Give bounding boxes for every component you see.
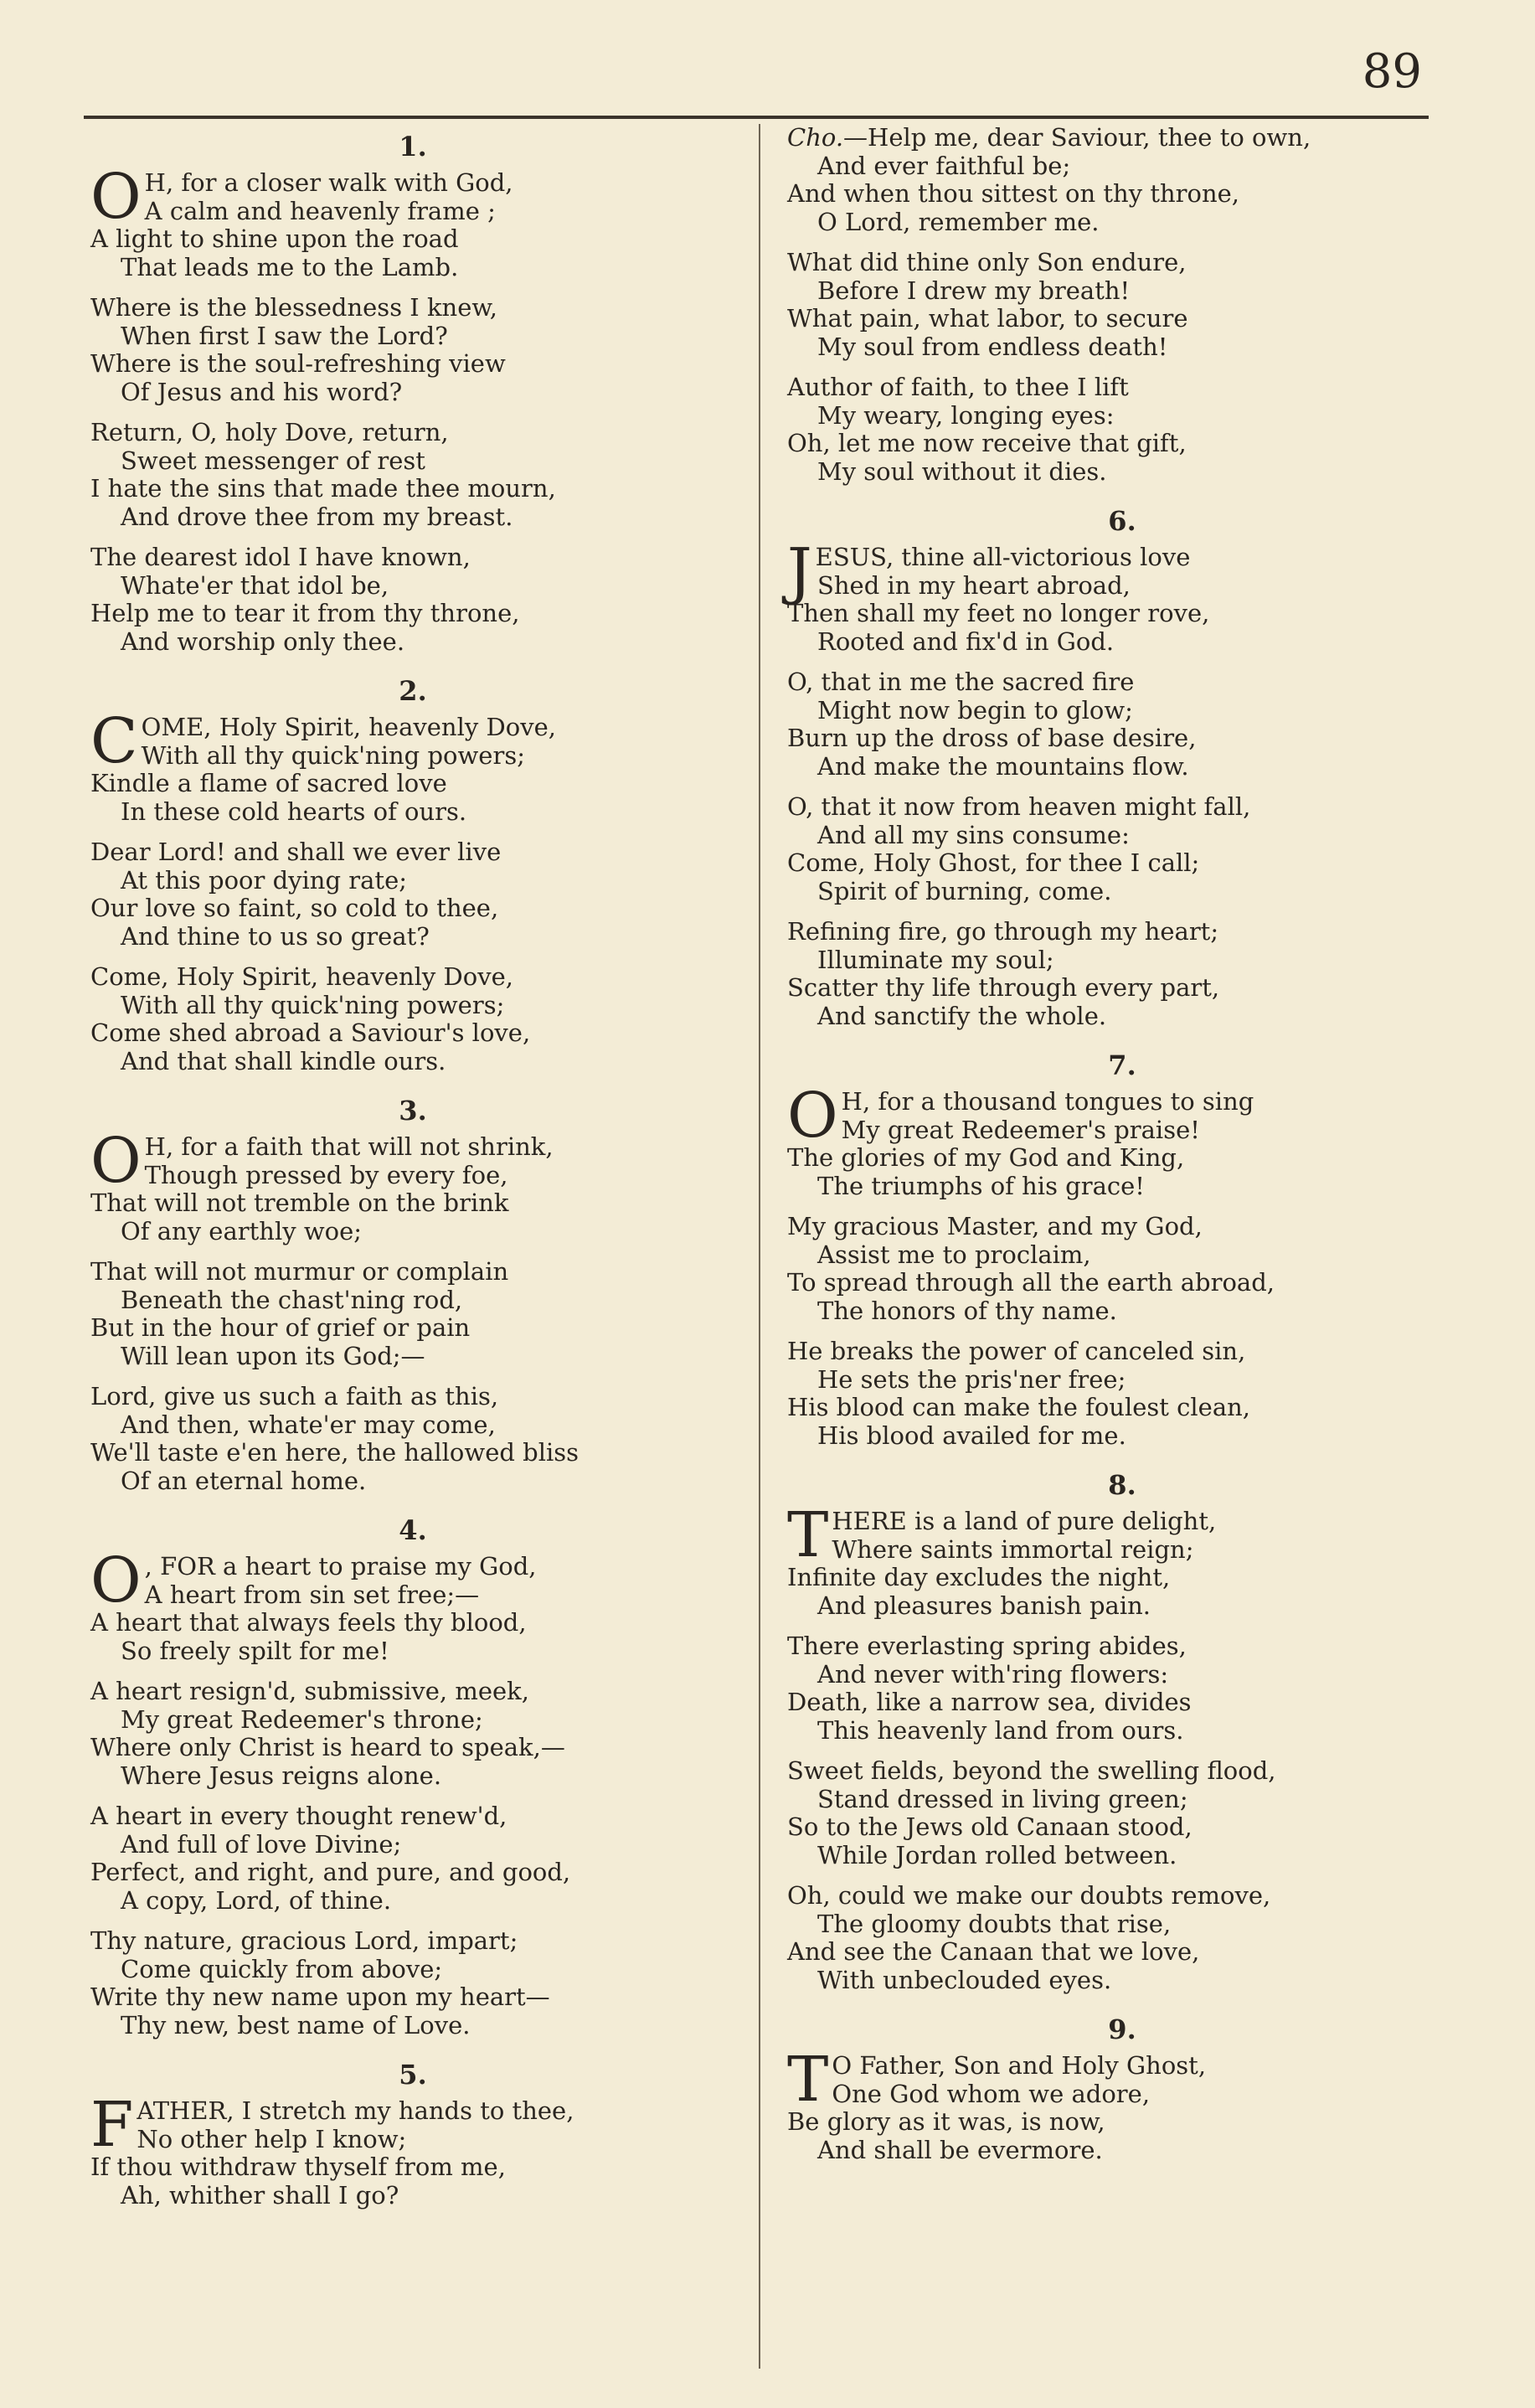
hymn-line: Illuminate my soul; xyxy=(817,945,1054,974)
hymn-line: He breaks the power of canceled sin, xyxy=(787,1337,1246,1365)
hymn-number: 7. xyxy=(1108,1049,1136,1081)
stanza xyxy=(90,1927,735,2039)
hymn-line: Where Jesus reigns alone. xyxy=(121,1761,442,1790)
stanza xyxy=(787,374,1457,486)
header-rule xyxy=(84,116,1429,119)
hymn-line: That will not murmur or complain xyxy=(90,1257,509,1286)
stanza xyxy=(787,535,1457,656)
hymn-line: And ever faithful be; xyxy=(817,151,1071,180)
hymn-line: Burn up the dross of base desire, xyxy=(787,724,1197,752)
hymn-line: A heart in every thought renew'd, xyxy=(90,1802,507,1830)
hymn-line: And see the Canaan that we love, xyxy=(787,1937,1200,1966)
hymn-line: Scatter thy life through every part, xyxy=(787,973,1220,1002)
stanza xyxy=(787,124,1457,236)
hymn-line: The dearest idol I have known, xyxy=(90,543,471,571)
hymn-line: What did thine only Son endure, xyxy=(787,248,1187,276)
hymn-line: And when thou sittest on thy throne, xyxy=(787,179,1240,208)
hymn-line: Return, O, holy Dove, return, xyxy=(90,418,449,446)
stanza xyxy=(787,1338,1457,1450)
hymn-line: My great Redeemer's throne; xyxy=(121,1704,483,1734)
right-column xyxy=(787,124,1457,2177)
stanza xyxy=(90,1258,735,1370)
hymn-line: This heavenly land from ours. xyxy=(817,1715,1184,1745)
hymn-number: 6. xyxy=(1108,505,1136,537)
hymn-line: A heart from sin set free;— xyxy=(144,1580,480,1609)
hymn-line: O, that it now from heaven might fall, xyxy=(787,792,1251,821)
hymn-line: So to the Jews old Canaan stood, xyxy=(787,1812,1192,1841)
hymn-line: Where saints immortal reign; xyxy=(832,1534,1194,1564)
hymn-line: If thou withdraw thyself from me, xyxy=(90,2153,506,2181)
hymn-line: O H, for a faith that will not shrink, xyxy=(90,1125,554,1197)
hymn xyxy=(90,1508,735,2039)
stanza xyxy=(787,793,1457,905)
stanza xyxy=(787,918,1457,1030)
hymn-line: That leads me to the Lamb. xyxy=(121,252,459,281)
hymn-line: Spirit of burning, come. xyxy=(817,876,1112,905)
hymn-line: What pain, what labor, to secure xyxy=(787,304,1188,333)
hymn-line: O Lord, remember me. xyxy=(817,207,1100,236)
hymn-line: And worship only thee. xyxy=(121,626,405,656)
hymn-line: Write thy new name upon my heart— xyxy=(90,1983,550,2011)
hymn-number: 8. xyxy=(1108,1469,1136,1501)
stanza xyxy=(90,838,735,951)
hymn xyxy=(787,2007,1457,2164)
hymn-line: At this poor dying rate; xyxy=(121,865,407,895)
hymn-line: A copy, Lord, of thine. xyxy=(121,1885,392,1915)
hymn-line: To spread through all the earth abroad, xyxy=(787,1268,1275,1297)
hymn-line: So freely spilt for me! xyxy=(121,1636,389,1665)
hymn-line: JESUS, thine all-victorious love xyxy=(787,535,1191,607)
hymn-line: Dear Lord! and shall we ever live xyxy=(90,838,502,866)
hymn-line: My gracious Master, and my God, xyxy=(787,1212,1203,1240)
stanza xyxy=(787,1213,1457,1325)
hymn-line: Before I drew my breath! xyxy=(817,276,1131,305)
hymn-line: Refining fire, go through my heart; xyxy=(787,917,1219,946)
hymn-line: And make the mountains flow. xyxy=(817,751,1189,781)
stanza xyxy=(787,2044,1457,2164)
hymn-line: My weary, longing eyes: xyxy=(817,400,1115,430)
hymn-line: We'll taste e'en here, the hallowed bliss xyxy=(90,1438,579,1467)
hymn-line: And shall be evermore. xyxy=(817,2135,1103,2164)
drop-cap: F xyxy=(90,2089,134,2161)
stanza xyxy=(90,2089,735,2209)
hymn-line: Shed in my heart abroad, xyxy=(817,570,1131,600)
hymn-line: A heart that always feels thy blood, xyxy=(90,1608,527,1637)
drop-cap: O xyxy=(90,1544,142,1617)
drop-cap: C xyxy=(90,705,138,777)
hymn-number: 4. xyxy=(399,1514,427,1546)
hymn-line: My soul without it dies. xyxy=(817,456,1107,486)
hymn-line: A calm and heavenly frame ; xyxy=(144,196,496,225)
page-number: 89 xyxy=(1362,44,1422,99)
drop-cap: T xyxy=(787,2044,829,2116)
hymn-line: Ah, whither shall I go? xyxy=(121,2180,399,2209)
hymn-line: I hate the sins that made thee mourn, xyxy=(90,474,556,503)
stanza xyxy=(90,419,735,531)
stanza xyxy=(90,705,735,826)
drop-cap: T xyxy=(787,1499,829,1571)
hymn-line: Come, Holy Ghost, for thee I call; xyxy=(787,848,1200,877)
drop-cap: O xyxy=(90,1125,142,1197)
hymn xyxy=(90,2052,735,2209)
hymn-line: Might now begin to glow; xyxy=(817,695,1133,724)
hymn-line: One God whom we adore, xyxy=(832,2079,1151,2108)
hymn-line: Cho.—Help me, dear Saviour, thee to own, xyxy=(787,123,1311,152)
hymn-line: He sets the pris'ner free; xyxy=(817,1364,1126,1394)
hymn-line: While Jordan rolled between. xyxy=(817,1840,1177,1869)
drop-cap: J xyxy=(787,535,812,607)
hymn-number: 5. xyxy=(399,2059,427,2091)
hymn-line: And sanctify the whole. xyxy=(817,1001,1107,1030)
hymn-line: Rooted and fix'd in God. xyxy=(817,626,1115,656)
hymn-line: O H, for a thousand tongues to sing xyxy=(787,1080,1254,1152)
hymn xyxy=(90,124,735,656)
hymn-line: The triumphs of his grace! xyxy=(817,1171,1145,1200)
hymn-number: 2. xyxy=(399,675,427,707)
hymn xyxy=(787,1462,1457,1994)
hymn-line: T O Father, Son and Holy Ghost, xyxy=(787,2044,1207,2116)
hymn-line: COME, Holy Spirit, heavenly Dove, xyxy=(90,705,556,777)
hymn-line: THERE is a land of pure delight, xyxy=(787,1499,1217,1571)
stanza xyxy=(787,1882,1457,1994)
stanza xyxy=(787,1757,1457,1869)
hymn-line: A light to shine upon the road xyxy=(90,224,459,253)
hymn-line: Our love so faint, so cold to thee, xyxy=(90,894,499,922)
hymn xyxy=(90,668,735,1075)
hymn-line: Come shed abroad a Saviour's love, xyxy=(90,1018,531,1047)
stanza xyxy=(90,1125,735,1245)
hymn-line: Oh, could we make our doubts remove, xyxy=(787,1881,1271,1910)
hymn-line: With unbeclouded eyes. xyxy=(817,1965,1112,1994)
hymn-line: His blood availed for me. xyxy=(817,1421,1126,1450)
hymn-line: My great Redeemer's praise! xyxy=(841,1115,1200,1144)
hymn-line: And full of love Divine; xyxy=(121,1829,402,1859)
hymn-line: Help me to tear it from thy throne, xyxy=(90,599,520,627)
hymn-line: And then, whate'er may come, xyxy=(121,1410,496,1439)
hymn-line: And drove thee from my breast. xyxy=(121,502,513,531)
stanza xyxy=(90,1802,735,1915)
stanza xyxy=(90,544,735,656)
hymn-line: Sweet fields, beyond the swelling flood, xyxy=(787,1756,1276,1785)
hymn-line: His blood can make the foulest clean, xyxy=(787,1393,1251,1421)
hymn-line: The gloomy doubts that rise, xyxy=(817,1909,1172,1938)
hymn-line: And all my sins consume: xyxy=(817,820,1130,849)
hymn-line: Of an eternal home. xyxy=(121,1466,367,1495)
stanza xyxy=(787,668,1457,781)
hymn-number: 1. xyxy=(399,131,427,162)
hymn xyxy=(787,1043,1457,1450)
hymn xyxy=(90,1088,735,1495)
drop-cap: O xyxy=(90,161,142,233)
hymn-line: Oh, let me now receive that gift, xyxy=(787,429,1187,457)
hymn-line: And pleasures banish pain. xyxy=(817,1591,1151,1620)
hymn-line: Of Jesus and his word? xyxy=(121,377,403,406)
drop-cap: O xyxy=(787,1080,838,1152)
hymn-line: The honors of thy name. xyxy=(817,1296,1117,1325)
hymn-line: Come quickly from above; xyxy=(121,1954,443,1983)
hymn-line: With all thy quick'ning powers; xyxy=(121,990,505,1019)
stanza xyxy=(90,1383,735,1495)
hymn-line: Whate'er that idol be, xyxy=(121,570,389,600)
hymn-line: Where is the blessedness I knew, xyxy=(90,293,497,322)
hymn-line: Kindle a flame of sacred love xyxy=(90,769,447,797)
stanza xyxy=(90,963,735,1075)
hymn-number: 9. xyxy=(1108,2014,1136,2045)
hymn-line: Thy new, best name of Love. xyxy=(121,2010,471,2039)
hymn-line: No other help I know; xyxy=(137,2124,407,2153)
hymn-line: Come, Holy Spirit, heavenly Dove, xyxy=(90,962,514,991)
hymn-line: With all thy quick'ning powers; xyxy=(141,740,525,770)
hymn-line: Thy nature, gracious Lord, impart; xyxy=(90,1926,518,1955)
hymn-line: And thine to us so great? xyxy=(121,921,430,951)
hymn xyxy=(787,498,1457,1030)
left-column xyxy=(90,124,735,2222)
hymn-line: O , FOR a heart to praise my God, xyxy=(90,1544,537,1617)
hymn-line: Beneath the chast'ning rod, xyxy=(121,1285,463,1314)
stanza xyxy=(787,249,1457,361)
hymn-line: In these cold hearts of ours. xyxy=(121,797,467,826)
hymn-number: 3. xyxy=(399,1095,427,1127)
stanza xyxy=(787,1499,1457,1620)
hymn-line: Stand dressed in living green; xyxy=(817,1784,1188,1813)
stanza xyxy=(90,1678,735,1790)
hymn-line: That will not tremble on the brink xyxy=(90,1189,509,1217)
hymn-line: Infinite day excludes the night, xyxy=(787,1563,1171,1591)
hymn-line: Sweet messenger of rest xyxy=(121,446,425,475)
stanza xyxy=(787,1632,1457,1745)
stanza xyxy=(787,1080,1457,1200)
hymn-line: Perfect, and right, and pure, and good, xyxy=(90,1858,571,1886)
hymn-line: Be glory as it was, is now, xyxy=(787,2107,1105,2136)
hymn-line: Then shall my feet no longer rove, xyxy=(787,599,1210,627)
hymn-line: Assist me to proclaim, xyxy=(817,1240,1091,1269)
hymn-line: And that shall kindle ours. xyxy=(121,1046,446,1075)
hymn-line: And never with'ring flowers: xyxy=(817,1659,1169,1689)
hymn-line: The glories of my God and King, xyxy=(787,1143,1185,1172)
hymn-line: My soul from endless death! xyxy=(817,332,1168,361)
hymn-line: A heart resign'd, submissive, meek, xyxy=(90,1677,529,1705)
hymn-line: O H, for a closer walk with God, xyxy=(90,161,513,233)
stanza xyxy=(90,161,735,281)
hymn-line: There everlasting spring abides, xyxy=(787,1632,1187,1660)
hymn-line: Though pressed by every foe, xyxy=(144,1160,508,1189)
hymn-line: O, that in me the sacred fire xyxy=(787,668,1135,696)
stanza xyxy=(90,1544,735,1665)
hymn-line: Author of faith, to thee I lift xyxy=(787,373,1129,401)
hymn-line: Lord, give us such a faith as this, xyxy=(90,1382,499,1410)
hymn-line: When first I saw the Lord? xyxy=(121,321,448,350)
stanza xyxy=(90,294,735,406)
hymn-line: But in the hour of grief or pain xyxy=(90,1313,471,1342)
hymn-line: Of any earthly woe; xyxy=(121,1216,363,1245)
hymn-line: Will lean upon its God;— xyxy=(121,1341,425,1370)
hymn xyxy=(787,124,1457,486)
hymn-line: Death, like a narrow sea, divides xyxy=(787,1688,1192,1716)
hymn-line: Where is the soul-refreshing view xyxy=(90,349,506,378)
chorus-label: Cho. xyxy=(787,123,844,152)
column-divider xyxy=(759,124,760,2369)
hymn-line: Where only Christ is heard to speak,— xyxy=(90,1733,565,1761)
hymn-line: FATHER, I stretch my hands to thee, xyxy=(90,2089,574,2161)
